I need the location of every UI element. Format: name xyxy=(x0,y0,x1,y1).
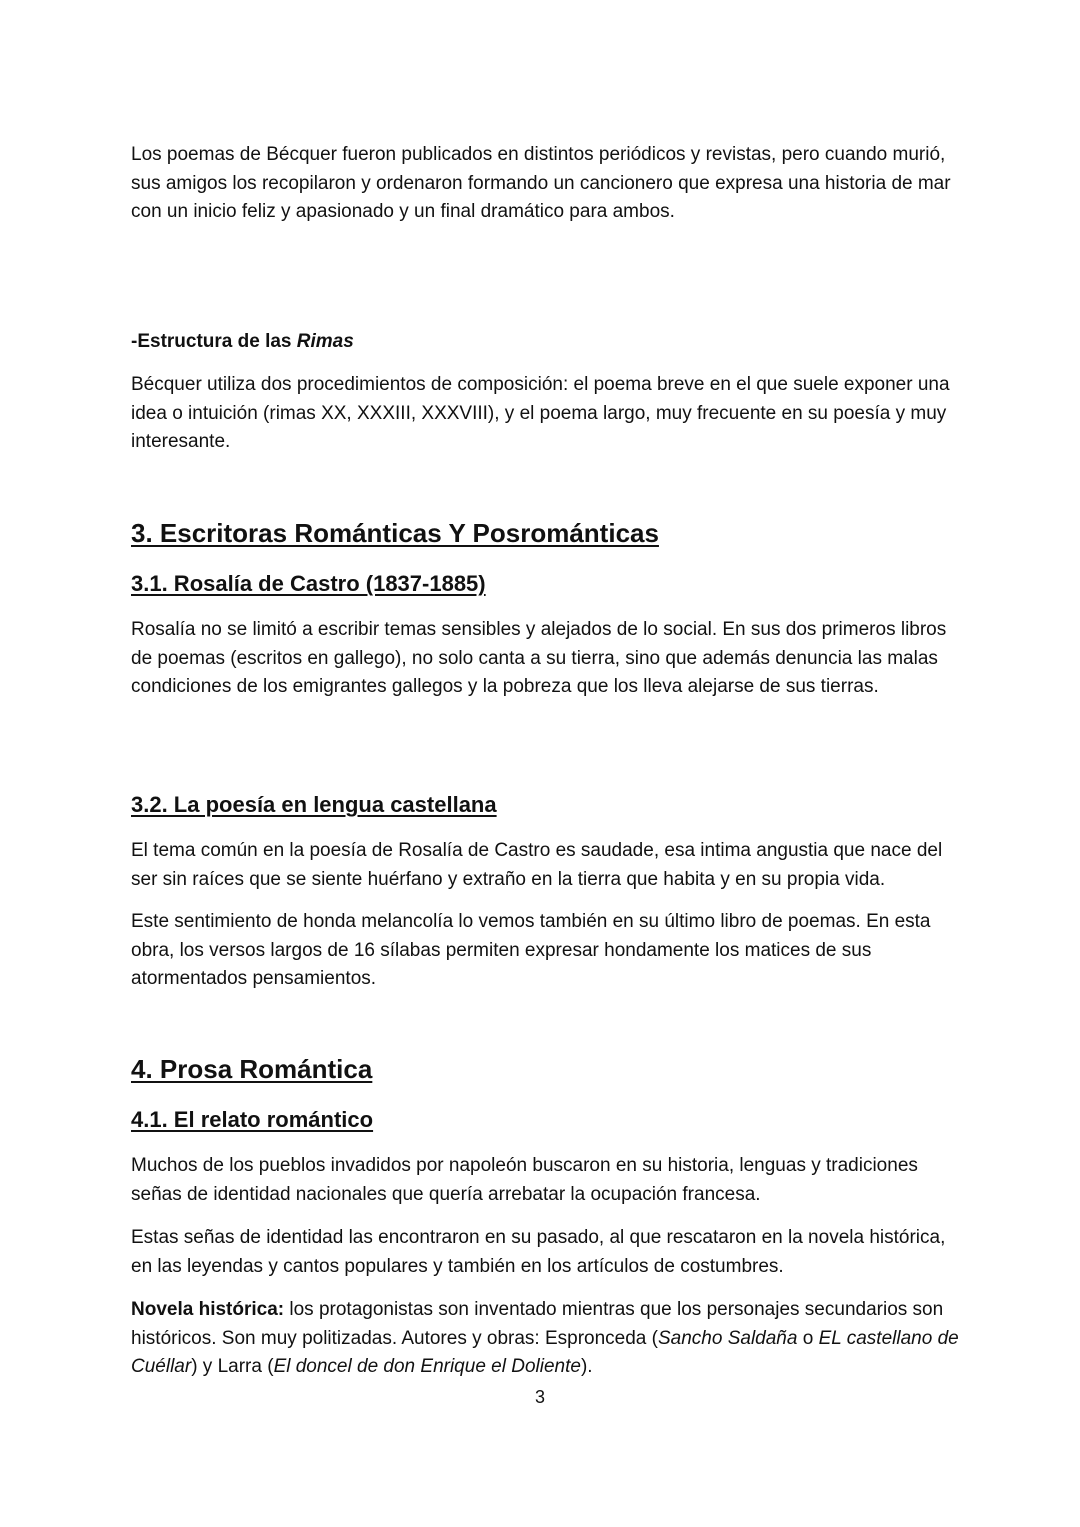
section3-2-paragraph1: El tema común en la poesía de Rosalía de Castro es saudade, esa intima angustia que nace del ser sin raíces que se siente huérfano y extraño en la tierra que habita y en su propia vida. xyxy=(131,840,943,890)
estructura-heading xyxy=(131,328,961,356)
section3-1-title: 3.1. Rosalía de Castro (1837-1885) xyxy=(131,571,486,596)
estructura-heading-prefix: -Estructura de las xyxy=(131,331,297,352)
estructura-paragraph: Bécquer utiliza dos procedimientos de composición: el poema breve en el que suele exponer una idea o intuición (rimas XX, XXXIII, XXXVIII), y el poema largo, muy frecuente en su poesía y muy interesante. xyxy=(131,374,950,453)
section4-1-title: 4.1. El relato romántico xyxy=(131,1107,374,1132)
novela-historica-label: Novela histórica: xyxy=(131,1299,285,1320)
section3-1-paragraph: Rosalía no se limitó a escribir temas sensibles y alejados de lo social. En sus dos primeros libros de poemas (escritos en gallego), no solo canta a su tierra, sino que además denuncia las malas condiciones de los emigrantes gallegos y la pobreza que los lleva alejarse de sus tierras. xyxy=(131,619,947,698)
novela-work-2: EL castellano de Cuéllar xyxy=(131,1327,959,1378)
novela-text-2: o xyxy=(797,1327,819,1349)
novela-text-3: ) y Larra ( xyxy=(191,1356,274,1378)
section3-2-title: 3.2. La poesía en lengua castellana xyxy=(131,792,497,817)
section4-1-paragraph1: Muchos de los pueblos invadidos por napoleón buscaron en su historia, lenguas y tradiciones señas de identidad nacionales que quería arrebatar la ocupación francesa. xyxy=(131,1155,918,1205)
novela-text-1: los protagonistas son inventado mientras que los personajes secundarios son históricos. Son muy politizadas. Autores y obras: Espronceda ( xyxy=(131,1299,944,1349)
novela-text-4: ). xyxy=(580,1356,593,1378)
estructura-heading-italic: Rimas xyxy=(296,331,354,352)
section4-1-paragraph2: Estas señas de identidad las encontraron en su pasado, al que rescataron en la novela histórica, en las leyendas y cantos populares y también en los artículos de costumbres. xyxy=(131,1227,946,1277)
page-number: 3 xyxy=(534,1387,545,1407)
intro-paragraph: Los poemas de Bécquer fueron publicados en distintos periódicos y revistas, pero cuando murió, sus amigos los recopilaron y ordenaron formando un cancionero que expresa una historia de mar con un inicio feliz y apasionado y un final dramático para ambos. xyxy=(131,144,951,223)
novela-historica-paragraph xyxy=(131,1296,961,1382)
section3-title: 3. Escritoras Románticas Y Posrománticas xyxy=(131,518,659,548)
novela-work-1: Sancho Saldaña xyxy=(657,1327,798,1349)
section3-2-paragraph2: Este sentimiento de honda melancolía lo vemos también en su último libro de poemas. En esta obra, los versos largos de 16 sílabas permiten expresar hondamente los matices de sus atormentados pensamientos. xyxy=(131,911,931,990)
novela-work-3: El doncel de don Enrique el Doliente xyxy=(273,1356,581,1378)
section4-title: 4. Prosa Romántica xyxy=(131,1054,373,1084)
